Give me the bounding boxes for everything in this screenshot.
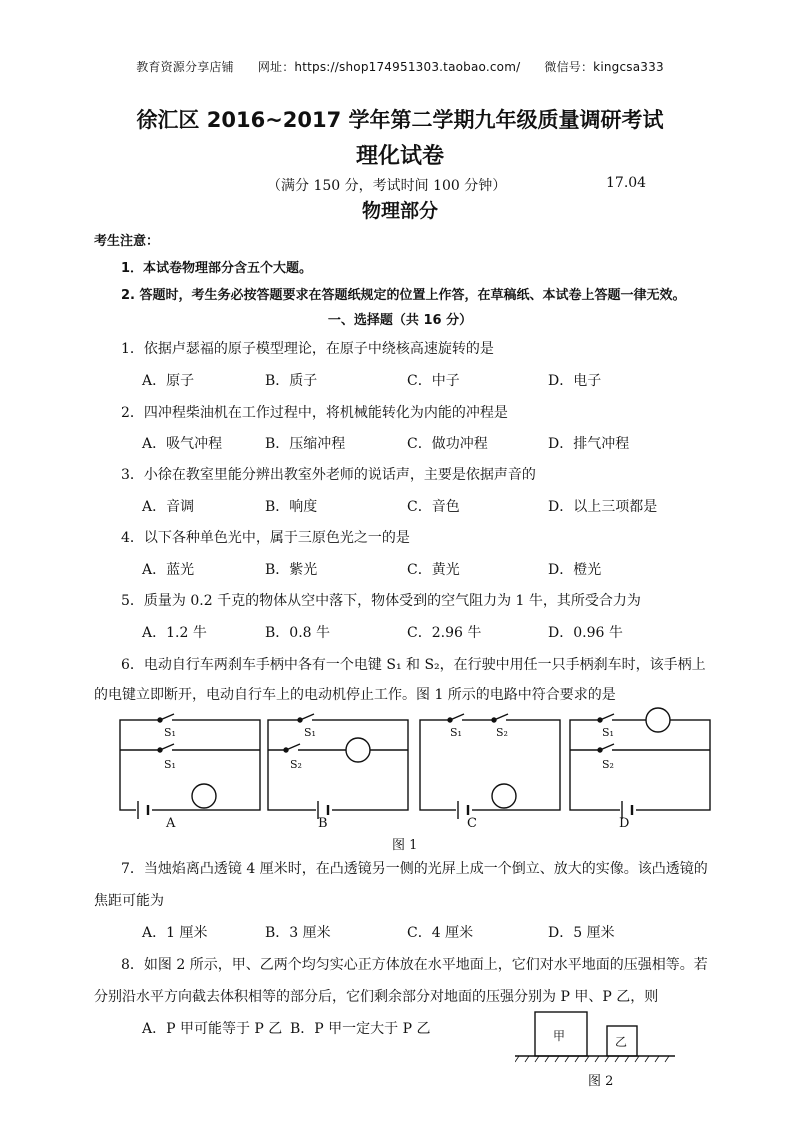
question-7-option-c: C．4 厘米 bbox=[407, 925, 474, 941]
circuit-a-s1b-label: S₁ bbox=[164, 758, 176, 771]
circuit-b-s2-label: S₂ bbox=[290, 758, 302, 771]
shop-name: 教育资源分享店铺 bbox=[136, 60, 234, 74]
notice-heading: 考生注意： bbox=[94, 234, 160, 249]
question-1-option-a: A．原子 bbox=[142, 373, 195, 389]
question-7-option-d: D．5 厘米 bbox=[548, 925, 615, 941]
circuit-c bbox=[420, 714, 560, 819]
figure-1-label-a: A bbox=[166, 816, 176, 831]
question-1-option-b: B．质子 bbox=[265, 373, 318, 389]
figure-1-label-b: B bbox=[318, 816, 328, 831]
exam-title: 徐汇区 2016~2017 学年第二学期九年级质量调研考试 bbox=[136, 108, 664, 132]
question-2-option-a: A．吸气冲程 bbox=[142, 436, 223, 452]
question-4-option-c: C．黄光 bbox=[407, 562, 460, 578]
question-2-stem: 2．四冲程柴油机在工作过程中，将机械能转化为内能的冲程是 bbox=[121, 405, 508, 421]
circuit-a-s1-label: S₁ bbox=[164, 726, 176, 739]
figure-1-label-d: D bbox=[619, 816, 630, 831]
question-5-stem: 5．质量为 0.2 千克的物体从空中落下，物体受到的空气阻力为 1 牛，其所受合力为 bbox=[121, 593, 641, 609]
question-7-option-b: B．3 厘米 bbox=[265, 925, 331, 941]
question-6-stem-line2: 的电键立即断开，电动自行车上的电动机停止工作。图 1 所示的电路中符合要求的是 bbox=[94, 687, 616, 703]
question-1-stem: 1．依据卢瑟福的原子模型理论，在原子中绕核高速旋转的是 bbox=[121, 341, 494, 357]
part-title: 物理部分 bbox=[361, 200, 438, 222]
notice-item-1: 1．本试卷物理部分含五个大题。 bbox=[121, 261, 313, 276]
figure-2-caption: 图 2 bbox=[588, 1074, 614, 1089]
question-3-stem: 3．小徐在教室里能分辨出教室外老师的说话声，主要是依据声音的 bbox=[121, 467, 536, 483]
question-8-stem-line2: 分别沿水平方向截去体积相等的部分后，它们剩余部分对地面的压强分别为 P 甲、P 乙，则 bbox=[94, 989, 659, 1005]
circuit-d-s2-label: S₂ bbox=[602, 758, 614, 771]
figure-1-label-c: C bbox=[467, 816, 477, 831]
figure-2-blocks bbox=[515, 1008, 675, 1063]
question-7-stem-line2: 焦距可能为 bbox=[94, 893, 164, 909]
circuit-b bbox=[268, 714, 408, 819]
circuit-d-s1-label: S₁ bbox=[602, 726, 614, 739]
section-title: 一、选择题（共 16 分） bbox=[327, 313, 473, 328]
question-2-option-c: C．做功冲程 bbox=[407, 436, 488, 452]
question-5-option-c: C．2.96 牛 bbox=[407, 625, 482, 641]
question-3-option-c: C．音色 bbox=[407, 499, 460, 515]
question-3-option-b: B．响度 bbox=[265, 499, 318, 515]
figure-1-caption: 图 1 bbox=[392, 838, 418, 853]
question-1-option-d: D．电子 bbox=[548, 373, 602, 389]
question-7-option-a: A．1 厘米 bbox=[142, 925, 208, 941]
circuit-c-s1-label: S₁ bbox=[450, 726, 462, 739]
question-6-stem-line1: 6．电动自行车两刹车手柄中各有一个电键 S₁ 和 S₂，在行驶中用任一只手柄刹车时，该手柄上 bbox=[121, 657, 706, 673]
question-8-option-a: A．P 甲可能等于 P 乙 bbox=[142, 1021, 283, 1037]
exam-date: 17.04 bbox=[606, 175, 647, 191]
circuit-b-s1-label: S₁ bbox=[304, 726, 316, 739]
circuit-a bbox=[120, 714, 260, 819]
question-5-option-a: A．1.2 牛 bbox=[142, 625, 207, 641]
exam-info: （满分 150 分，考试时间 100 分钟） bbox=[267, 178, 507, 194]
question-1-option-c: C．中子 bbox=[407, 373, 460, 389]
wechat-id: 微信号：kingcsa333 bbox=[544, 60, 664, 74]
block-jia-label: 甲 bbox=[553, 1029, 566, 1043]
question-2-option-b: B．压缩冲程 bbox=[265, 436, 346, 452]
question-3-option-a: A．音调 bbox=[142, 499, 195, 515]
exam-subject: 理化试卷 bbox=[355, 144, 444, 169]
circuit-d bbox=[570, 708, 710, 819]
question-3-option-d: D．以上三项都是 bbox=[548, 499, 658, 515]
question-5-option-b: B．0.8 牛 bbox=[265, 625, 331, 641]
question-5-option-d: D．0.96 牛 bbox=[548, 625, 623, 641]
question-2-option-d: D．排气冲程 bbox=[548, 436, 630, 452]
notice-item-2: 2. 答题时，考生务必按答题要求在答题纸规定的位置上作答，在草稿纸、本试卷上答题一律无效。 bbox=[121, 288, 686, 303]
circuit-c-s2-label: S₂ bbox=[496, 726, 508, 739]
question-4-option-b: B．紫光 bbox=[265, 562, 318, 578]
block-yi-label: 乙 bbox=[615, 1035, 628, 1049]
question-8-option-b: B．P 甲一定大于 P 乙 bbox=[290, 1021, 431, 1037]
page-header bbox=[0, 58, 800, 75]
question-4-option-d: D．橙光 bbox=[548, 562, 602, 578]
question-4-stem: 4．以下各种单色光中，属于三原色光之一的是 bbox=[121, 530, 410, 546]
question-8-stem-line1: 8．如图 2 所示，甲、乙两个均匀实心正方体放在水平地面上，它们对水平地面的压强相等。若 bbox=[121, 957, 708, 973]
question-7-stem-line1: 7．当烛焰离凸透镜 4 厘米时，在凸透镜另一侧的光屏上成一个倒立、放大的实像。该凸透镜的 bbox=[121, 861, 708, 877]
shop-url[interactable]: 网址：https://shop174951303.taobao.com/ bbox=[257, 60, 521, 74]
question-4-option-a: A．蓝光 bbox=[142, 562, 195, 578]
